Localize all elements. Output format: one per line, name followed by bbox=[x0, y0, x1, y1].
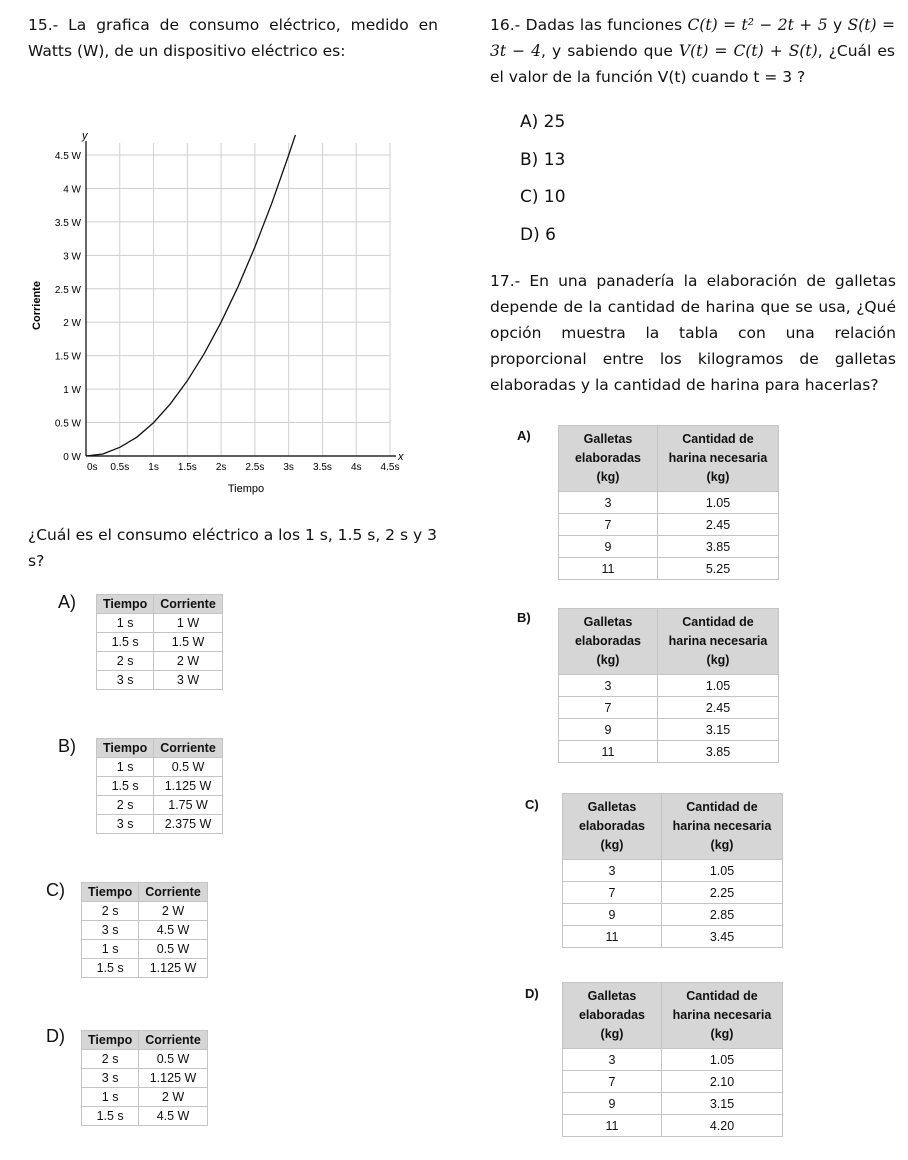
table-cell: 0.5 W bbox=[139, 940, 208, 959]
table-cell: 1 s bbox=[97, 614, 154, 633]
table-row bbox=[82, 940, 208, 959]
q15-option-letter[interactable]: A) bbox=[58, 592, 76, 612]
table-cell: 7 bbox=[563, 1071, 662, 1093]
table-row bbox=[82, 1088, 208, 1107]
q16-text bbox=[490, 12, 895, 90]
table-cell: 1 W bbox=[154, 614, 223, 633]
table-cell: 3 W bbox=[154, 671, 223, 690]
q16-comma: , bbox=[817, 42, 823, 60]
table-row bbox=[82, 959, 208, 978]
table-header: Cantidad de harina necesaria (kg) bbox=[658, 426, 779, 492]
q16-function-c: C(t) = t² − 2t + 5 bbox=[687, 16, 828, 34]
y-tick-label: 1.5 W bbox=[54, 351, 81, 363]
table-cell: 3.85 bbox=[658, 536, 779, 558]
table-cell: 1.75 W bbox=[154, 796, 223, 815]
table-cell: 1.05 bbox=[658, 492, 779, 514]
table-header: Tiempo bbox=[82, 1031, 139, 1050]
y-tick-label: 4 W bbox=[63, 184, 81, 196]
table-row bbox=[563, 1115, 783, 1137]
table-cell: 11 bbox=[563, 1115, 662, 1137]
table-row bbox=[82, 902, 208, 921]
table-cell: 1.125 W bbox=[139, 1069, 208, 1088]
q15-option-letter[interactable]: C) bbox=[46, 880, 65, 900]
table-header: Corriente bbox=[154, 595, 223, 614]
q15-question: ¿Cuál es el consumo eléctrico a los 1 s, 1.5 s, 2 s y 3 s? bbox=[28, 526, 437, 570]
table-header: Galletas elaboradas (kg) bbox=[563, 794, 662, 860]
q16-function-s: S(t) = 3t − 4 bbox=[490, 16, 895, 60]
q15-option-table bbox=[96, 594, 223, 690]
table-row bbox=[559, 558, 779, 580]
table-cell: 2.10 bbox=[662, 1071, 783, 1093]
table-row bbox=[97, 652, 223, 671]
table-cell: 3.85 bbox=[658, 741, 779, 763]
table-cell: 9 bbox=[559, 536, 658, 558]
q17-option-letter[interactable]: D) bbox=[525, 986, 539, 1001]
q16-option-d[interactable]: D) 6 bbox=[520, 224, 556, 245]
table-header: Cantidad de harina necesaria (kg) bbox=[662, 983, 783, 1049]
table-cell: 11 bbox=[563, 926, 662, 948]
table-row bbox=[563, 926, 783, 948]
power-chart bbox=[20, 130, 404, 510]
table-cell: 3 s bbox=[82, 921, 139, 940]
table-row bbox=[82, 1069, 208, 1088]
y-tick-label: 0.5 W bbox=[54, 418, 81, 430]
table-header: Galletas elaboradas (kg) bbox=[559, 426, 658, 492]
y-tick-label: 0 W bbox=[63, 452, 81, 463]
y-tick-label: 2.5 W bbox=[54, 284, 81, 296]
table-cell: 2.45 bbox=[658, 514, 779, 536]
y-tick-label: 4.5 W bbox=[54, 151, 81, 162]
table-cell: 1.125 W bbox=[139, 959, 208, 978]
table-cell: 2 s bbox=[82, 1050, 139, 1069]
table-cell: 3.15 bbox=[658, 719, 779, 741]
y-tick-label: 1 W bbox=[63, 385, 81, 397]
table-cell: 2.25 bbox=[662, 882, 783, 904]
q15-option-table bbox=[81, 882, 208, 978]
y-axis-title: Corriente bbox=[31, 281, 43, 330]
table-header: Tiempo bbox=[97, 739, 154, 758]
table-header: Corriente bbox=[154, 739, 223, 758]
table-header: Tiempo bbox=[82, 883, 139, 902]
table-row bbox=[563, 1093, 783, 1115]
table-cell: 7 bbox=[559, 697, 658, 719]
q17-option-table bbox=[558, 608, 779, 763]
x-tick-label: 0.5s bbox=[110, 462, 130, 473]
y-tick-label: 3.5 W bbox=[54, 217, 81, 229]
table-cell: 0.5 W bbox=[139, 1050, 208, 1069]
q15-option-letter[interactable]: D) bbox=[46, 1026, 65, 1046]
table-cell: 1.05 bbox=[662, 860, 783, 882]
q16-prefix: 16.- Dadas las funciones bbox=[490, 16, 683, 34]
table-header: Cantidad de harina necesaria (kg) bbox=[662, 794, 783, 860]
q16-y: y bbox=[833, 16, 843, 34]
y-tick-label: 2 W bbox=[63, 318, 81, 330]
x-tick-label: 1s bbox=[148, 462, 159, 473]
q16-option-c[interactable]: C) 10 bbox=[520, 187, 566, 207]
table-cell: 9 bbox=[563, 1093, 662, 1115]
table-cell: 4.5 W bbox=[139, 1107, 208, 1126]
table-row bbox=[82, 921, 208, 940]
table-cell: 1.5 s bbox=[82, 959, 139, 978]
q17-option-table bbox=[562, 982, 783, 1137]
x-tick-label: 3.5s bbox=[312, 462, 332, 473]
q17-option-table bbox=[558, 425, 779, 580]
table-cell: 9 bbox=[559, 719, 658, 741]
table-cell: 2 s bbox=[97, 796, 154, 815]
table-cell: 11 bbox=[559, 741, 658, 763]
table-row bbox=[559, 675, 779, 697]
table-cell: 1.05 bbox=[662, 1049, 783, 1071]
table-header: Cantidad de harina necesaria (kg) bbox=[658, 609, 779, 675]
table-row bbox=[559, 536, 779, 558]
table-cell: 1.125 W bbox=[154, 777, 223, 796]
q15-text: 15.- La grafica de consumo eléctrico, medido en Watts (W), de un dispositivo eléctrico es: bbox=[28, 16, 438, 60]
table-cell: 11 bbox=[559, 558, 658, 580]
table-row bbox=[97, 671, 223, 690]
q16-options bbox=[520, 104, 566, 254]
table-cell: 2 s bbox=[97, 652, 154, 671]
table-cell: 4.5 W bbox=[139, 921, 208, 940]
table-row bbox=[563, 882, 783, 904]
q17-option-letter[interactable]: A) bbox=[517, 428, 531, 443]
table-cell: 2 W bbox=[154, 652, 223, 671]
x-tick-label: 2s bbox=[215, 462, 227, 473]
table-cell: 3 s bbox=[82, 1069, 139, 1088]
table-row bbox=[559, 492, 779, 514]
table-row bbox=[97, 815, 223, 834]
table-cell: 1 s bbox=[97, 758, 154, 777]
table-cell: 1.05 bbox=[658, 675, 779, 697]
table-cell: 2.375 W bbox=[154, 815, 223, 834]
q16-option-a[interactable]: A) 25 bbox=[520, 112, 566, 132]
q17-option-table bbox=[562, 793, 783, 948]
q15-option-table bbox=[96, 738, 223, 834]
table-cell: 1.5 s bbox=[97, 633, 154, 652]
table-row bbox=[82, 1050, 208, 1069]
x-tick-label: 2.5s bbox=[245, 462, 265, 473]
table-cell: 3 bbox=[559, 492, 658, 514]
x-axis-title: Tiempo bbox=[227, 483, 265, 495]
table-header: Corriente bbox=[139, 1031, 208, 1050]
table-cell: 3.45 bbox=[662, 926, 783, 948]
x-tick-label: 4.5s bbox=[380, 462, 400, 473]
table-row bbox=[97, 796, 223, 815]
table-cell: 3 s bbox=[97, 671, 154, 690]
table-row bbox=[559, 697, 779, 719]
table-row bbox=[97, 777, 223, 796]
table-row bbox=[563, 904, 783, 926]
table-cell: 7 bbox=[563, 882, 662, 904]
q16-mid: , y sabiendo que bbox=[541, 42, 673, 60]
table-row bbox=[559, 514, 779, 536]
table-row bbox=[97, 758, 223, 777]
table-cell: 1.5 W bbox=[154, 633, 223, 652]
table-row bbox=[97, 633, 223, 652]
table-header: Tiempo bbox=[97, 595, 154, 614]
table-row bbox=[563, 860, 783, 882]
table-row bbox=[559, 719, 779, 741]
table-row bbox=[559, 741, 779, 763]
q16-option-b[interactable]: B) 13 bbox=[520, 149, 566, 170]
table-cell: 3 s bbox=[97, 815, 154, 834]
q17-text: 17.- En una panadería la elaboración de galletas depende de la cantidad de harina que se usa, ¿Qué opción muestra la tabla con una relación proporcional entre los kilogramos de galletas elaboradas y la cantidad de harina para hacerlas? bbox=[490, 272, 896, 394]
table-cell: 2 s bbox=[82, 902, 139, 921]
table-cell: 1 s bbox=[82, 940, 139, 959]
table-cell: 5.25 bbox=[658, 558, 779, 580]
x-axis-symbol: x bbox=[398, 451, 404, 463]
table-row bbox=[563, 1071, 783, 1093]
y-axis-symbol: y bbox=[82, 130, 88, 142]
table-row bbox=[82, 1107, 208, 1126]
table-cell: 3 bbox=[563, 1049, 662, 1071]
table-cell: 3.15 bbox=[662, 1093, 783, 1115]
table-cell: 1 s bbox=[82, 1088, 139, 1107]
table-cell: 2.85 bbox=[662, 904, 783, 926]
table-cell: 3 bbox=[559, 675, 658, 697]
table-row bbox=[97, 614, 223, 633]
y-tick-label: 3 W bbox=[63, 251, 81, 263]
q15-option-letter[interactable]: B) bbox=[58, 736, 76, 756]
q16-question: ¿Cuál es el valor de la función V(t) cuando t = 3 ? bbox=[490, 42, 896, 86]
table-header: Corriente bbox=[139, 883, 208, 902]
table-row bbox=[563, 1049, 783, 1071]
table-cell: 3 bbox=[563, 860, 662, 882]
q17-option-letter[interactable]: C) bbox=[525, 797, 539, 812]
table-cell: 2 W bbox=[139, 902, 208, 921]
table-cell: 2.45 bbox=[658, 697, 779, 719]
table-header: Galletas elaboradas (kg) bbox=[559, 609, 658, 675]
table-cell: 2 W bbox=[139, 1088, 208, 1107]
q16-function-v: V(t) = C(t) + S(t) bbox=[678, 42, 818, 60]
q15-option-table bbox=[81, 1030, 208, 1126]
series-line bbox=[86, 135, 295, 456]
x-tick-label: 3s bbox=[283, 462, 294, 473]
x-tick-label: 0s bbox=[87, 462, 98, 473]
table-cell: 4.20 bbox=[662, 1115, 783, 1137]
table-cell: 1.5 s bbox=[82, 1107, 139, 1126]
table-cell: 0.5 W bbox=[154, 758, 223, 777]
x-tick-label: 4s bbox=[350, 462, 362, 473]
q17-option-letter[interactable]: B) bbox=[517, 610, 531, 625]
table-cell: 1.5 s bbox=[97, 777, 154, 796]
x-tick-label: 1.5s bbox=[177, 462, 197, 473]
table-header: Galletas elaboradas (kg) bbox=[563, 983, 662, 1049]
table-cell: 7 bbox=[559, 514, 658, 536]
table-cell: 9 bbox=[563, 904, 662, 926]
